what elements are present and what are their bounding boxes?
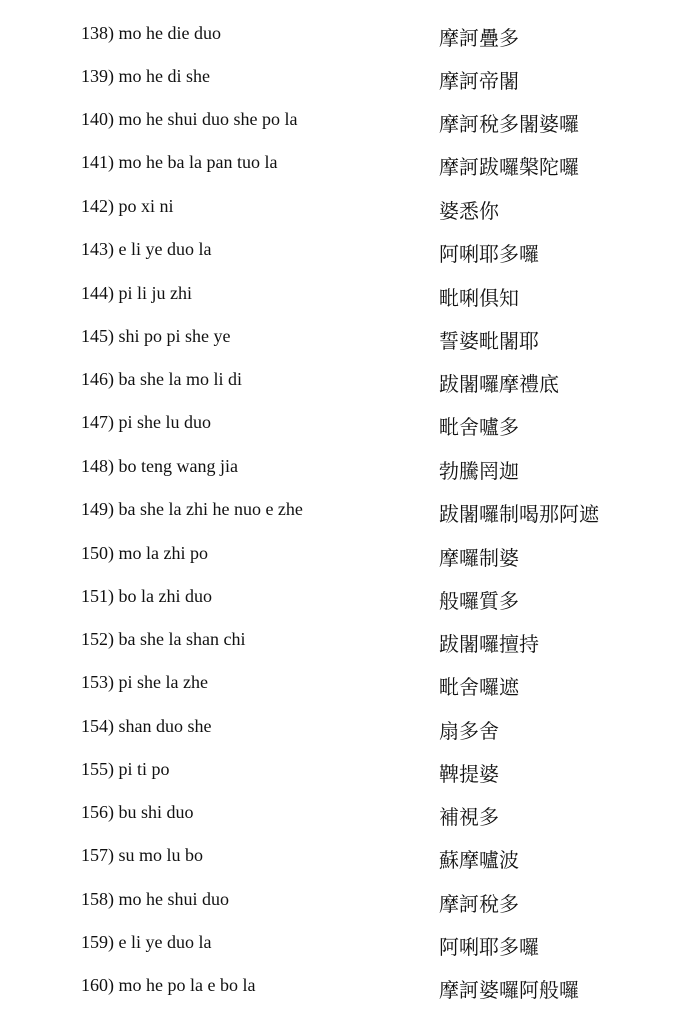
romanized-text: 142) po xi ni: [81, 196, 174, 216]
romanized-text: 147) pi she lu duo: [81, 412, 211, 432]
mantra-line-149: [0, 497, 686, 527]
mantra-line-157: [0, 843, 686, 873]
romanized-text: 148) bo teng wang jia: [81, 456, 238, 476]
chinese-text: 摩訶帝闍: [439, 69, 519, 93]
romanized-text: 144) pi li ju zhi: [81, 283, 192, 303]
chinese-text: 摩訶稅多: [439, 892, 519, 916]
mantra-line-153: [0, 670, 686, 700]
mantra-line-142: [0, 194, 686, 224]
mantra-line-143: [0, 237, 686, 267]
chinese-text: 鞞提婆: [439, 762, 499, 786]
mantra-line-141: [0, 150, 686, 180]
chinese-text: 摩訶稅多闍婆囉: [439, 112, 579, 136]
chinese-text: 毗唎俱知: [439, 286, 519, 310]
romanized-text: 156) bu shi duo: [81, 802, 194, 822]
chinese-text: 阿唎耶多囉: [439, 242, 539, 266]
mantra-line-146: [0, 367, 686, 397]
romanized-text: 140) mo he shui duo she po la: [81, 109, 298, 129]
mantra-line-145: [0, 324, 686, 354]
romanized-text: 139) mo he di she: [81, 66, 210, 86]
mantra-line-150: [0, 541, 686, 571]
romanized-text: 149) ba she la zhi he nuo e zhe: [81, 499, 303, 519]
chinese-text: 阿唎耶多囉: [439, 935, 539, 959]
mantra-line-139: [0, 64, 686, 94]
mantra-line-160: [0, 973, 686, 1003]
mantra-line-154: [0, 714, 686, 744]
chinese-text: 摩訶疊多: [439, 26, 519, 50]
chinese-text: 蘇摩嚧波: [439, 848, 519, 872]
mantra-line-148: [0, 454, 686, 484]
chinese-text: 扇多舍: [439, 719, 499, 743]
mantra-line-138: [0, 21, 686, 51]
chinese-text: 勃騰罔迦: [439, 459, 519, 483]
romanized-text: 157) su mo lu bo: [81, 845, 204, 865]
mantra-line-156: [0, 800, 686, 830]
romanized-text: 160) mo he po la e bo la: [81, 975, 256, 995]
romanized-text: 154) shan duo she: [81, 716, 212, 736]
mantra-line-144: [0, 281, 686, 311]
romanized-text: 158) mo he shui duo: [81, 889, 229, 909]
chinese-text: 誓婆毗闍耶: [439, 329, 539, 353]
romanized-text: 152) ba she la shan chi: [81, 629, 246, 649]
chinese-text: 摩訶跋囉槃陀囉: [439, 155, 579, 179]
chinese-text: 跋闍囉擅持: [439, 632, 539, 656]
mantra-line-159: [0, 930, 686, 960]
romanized-text: 141) mo he ba la pan tuo la: [81, 152, 278, 172]
romanized-text: 159) e li ye duo la: [81, 932, 212, 952]
chinese-text: 般囉質多: [439, 589, 519, 613]
mantra-line-140: [0, 107, 686, 137]
mantra-line-147: [0, 410, 686, 440]
mantra-line-158: [0, 887, 686, 917]
mantra-line-155: [0, 757, 686, 787]
chinese-text: 補視多: [439, 805, 499, 829]
chinese-text: 跋闍囉制喝那阿遮: [439, 502, 599, 526]
romanized-text: 155) pi ti po: [81, 759, 170, 779]
mantra-line-151: [0, 584, 686, 614]
romanized-text: 143) e li ye duo la: [81, 239, 212, 259]
mantra-line-152: [0, 627, 686, 657]
chinese-text: 摩囉制婆: [439, 546, 519, 570]
chinese-text: 婆悉你: [439, 199, 499, 223]
chinese-text: 摩訶婆囉阿般囉: [439, 978, 579, 1002]
romanized-text: 138) mo he die duo: [81, 23, 221, 43]
romanized-text: 145) shi po pi she ye: [81, 326, 231, 346]
romanized-text: 151) bo la zhi duo: [81, 586, 212, 606]
chinese-text: 毗舍嚧多: [439, 415, 519, 439]
romanized-text: 150) mo la zhi po: [81, 543, 208, 563]
chinese-text: 跋闍囉摩禮底: [439, 372, 559, 396]
chinese-text: 毗舍囉遮: [439, 675, 519, 699]
romanized-text: 146) ba she la mo li di: [81, 369, 242, 389]
romanized-text: 153) pi she la zhe: [81, 672, 208, 692]
